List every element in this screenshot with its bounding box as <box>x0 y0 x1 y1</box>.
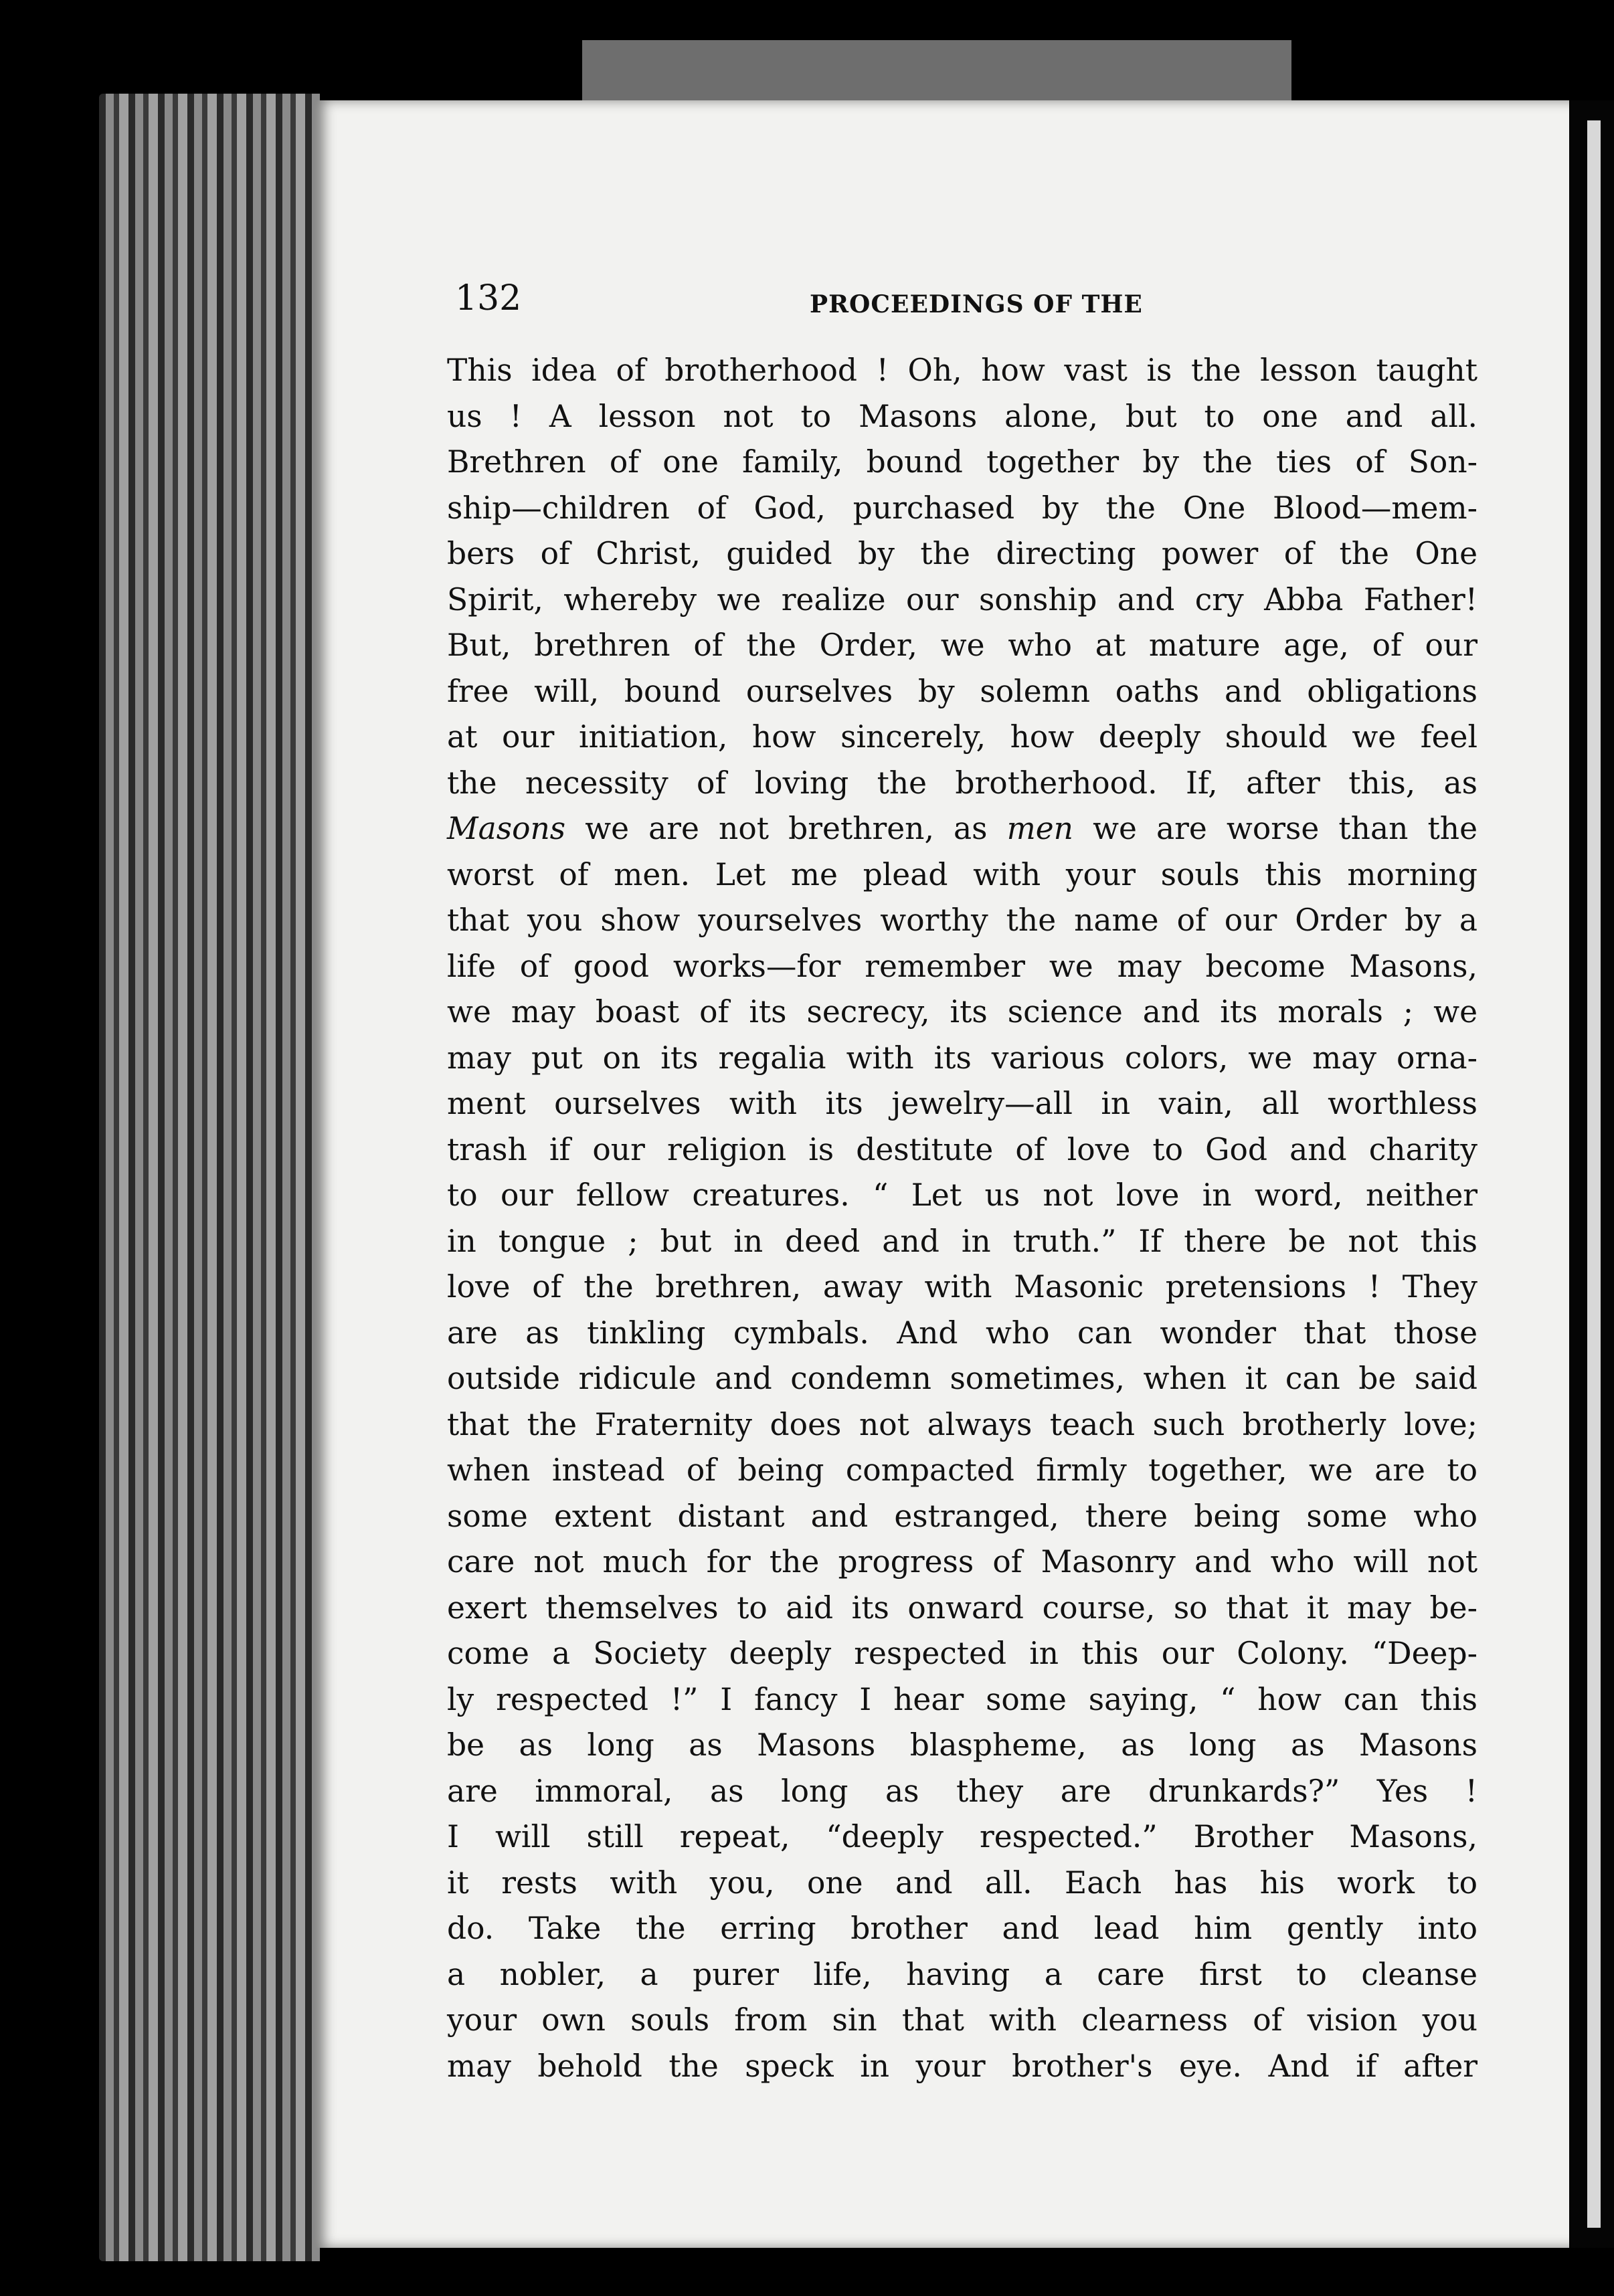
text-line: come a Society deeply respected in this our Colony. “Deep- <box>447 1636 1477 1671</box>
text-line: care not much for the progress of Masonry and who will not <box>447 1544 1477 1580</box>
text-line: that you show yourselves worthy the name of our Order by a <box>447 902 1477 938</box>
italic-word: men <box>1006 811 1073 846</box>
text-line: us ! A lesson not to Masons alone, but to one and all. <box>447 398 1477 434</box>
text-line: free will, bound ourselves by solemn oaths and obligations <box>447 673 1477 709</box>
text-line: This idea of brotherhood ! Oh, how vast is the lesson taught <box>447 353 1477 388</box>
text-line: in tongue ; but in deed and in truth.” If there be not this <box>447 1223 1477 1259</box>
text-line <box>447 806 1477 852</box>
text-line: are immoral, as long as they are drunkards?” Yes ! <box>447 1773 1477 1809</box>
facing-page-edge <box>1587 120 1601 2228</box>
text-line: some extent distant and estranged, there being some who <box>447 1498 1477 1534</box>
text-line: a nobler, a purer life, having a care first to cleanse <box>447 1956 1477 1992</box>
text-line: may put on its regalia with its various colors, we may orna- <box>447 1040 1477 1076</box>
text-line: ship—children of God, purchased by the One Blood—mem- <box>447 490 1477 526</box>
running-head: PROCEEDINGS OF THE <box>810 290 1143 318</box>
text-line: your own souls from sin that with clearness of vision you <box>447 2002 1477 2038</box>
text-line: be as long as Masons blaspheme, as long as Masons <box>447 1727 1477 1763</box>
book-page-edges <box>99 94 320 2261</box>
text-line: that the Fraternity does not always teach such brotherly love; <box>447 1406 1477 1442</box>
text-line: worst of men. Let me plead with your souls this morning <box>447 856 1477 892</box>
text-line: it rests with you, one and all. Each has his work to <box>447 1864 1477 1901</box>
text-line: bers of Christ, guided by the directing power of the One <box>447 536 1477 571</box>
text-line: trash if our religion is destitute of love to God and charity <box>447 1131 1477 1167</box>
text-line: do. Take the erring brother and lead him gently into <box>447 1911 1477 1946</box>
text-line: outside ridicule and condemn sometimes, when it can be said <box>447 1361 1477 1396</box>
italic-word: Masons <box>447 811 566 846</box>
text-line: Spirit, whereby we realize our sonship and cry Abba Father! <box>447 581 1477 617</box>
body-text <box>447 348 1477 2089</box>
text-line: the necessity of loving the brotherhood. If, after this, as <box>447 765 1477 801</box>
text-line: we may boast of its secrecy, its science and its morals ; we <box>447 994 1477 1030</box>
text-line: when instead of being compacted firmly together, we are to <box>447 1452 1477 1488</box>
text-line: are as tinkling cymbals. And who can wonder that those <box>447 1315 1477 1351</box>
page-header <box>455 278 1479 332</box>
text-fragment: we are not brethren, as <box>565 811 1007 846</box>
text-line: to our fellow creatures. “ Let us not love in word, neither <box>447 1177 1477 1213</box>
text-line: love of the brethren, away with Masonic pretensions ! They <box>447 1269 1477 1305</box>
text-line: Brethren of one family, bound together by the ties of Son- <box>447 444 1477 480</box>
text-line: exert themselves to aid its onward course, so that it may be- <box>447 1590 1477 1626</box>
text-line: ment ourselves with its jewelry—all in vain, all worthless <box>447 1086 1477 1121</box>
text-line: I will still repeat, “deeply respected.” Brother Masons, <box>447 1819 1477 1854</box>
text-line: life of good works—for remember we may become Masons, <box>447 948 1477 984</box>
text-line: But, brethren of the Order, we who at mature age, of our <box>447 628 1477 663</box>
text-line: ly respected !” I fancy I hear some saying, “ how can this <box>447 1681 1477 1717</box>
page-number: 132 <box>455 278 522 318</box>
text-line: at our initiation, how sincerely, how deeply should we feel <box>447 719 1477 755</box>
text-line: may behold the speck in your brother's eye. And if after <box>447 2048 1477 2084</box>
text-fragment: we are worse than the <box>1073 811 1477 846</box>
